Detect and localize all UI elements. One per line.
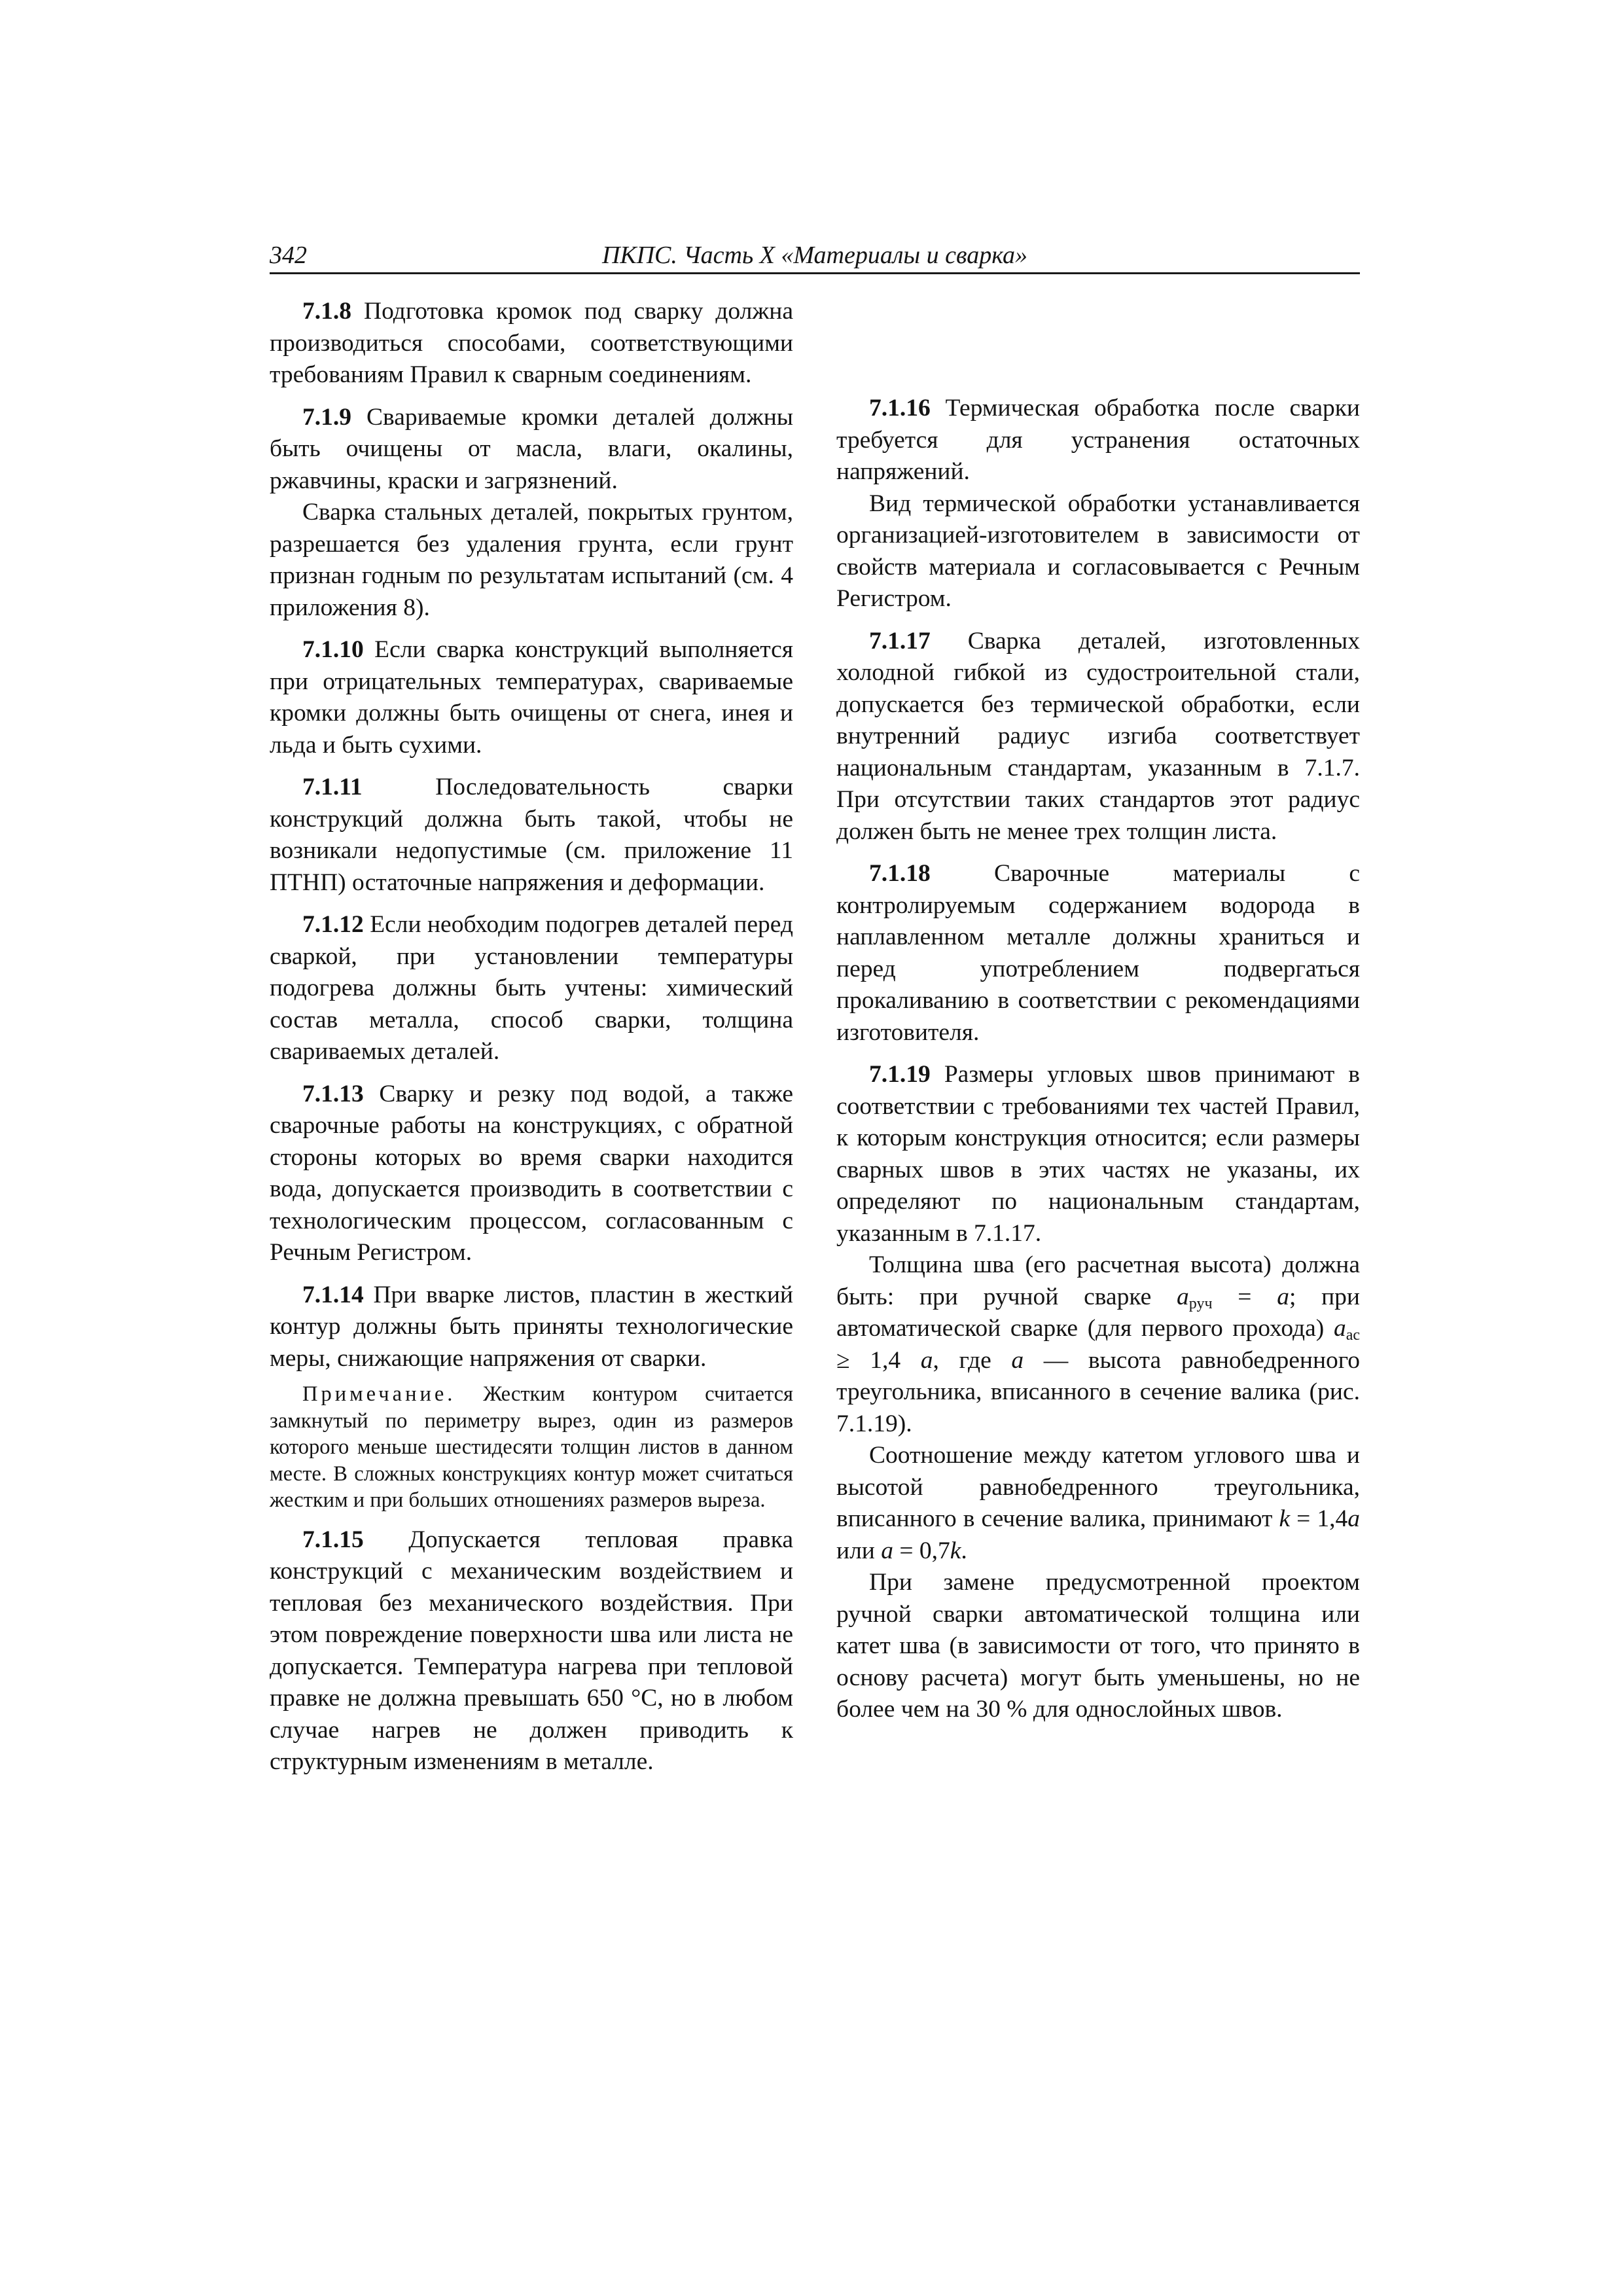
text-run: Толщина шва (его расчетная высота) должна быть: при ручной сварке [836,1251,1360,1310]
text-run: ≥ 1,4 [836,1346,921,1374]
section-text: Если сварка конструкций выполняется при отрицательных температурах, свариваемые кромки должны быть очищены от снега, инея и льда и быть сухими. [270,636,793,759]
section-text: Сварочные материалы с контролируемым содержанием водорода в наплавленном металле должны храниться и перед употреблением подвергаться прокаливанию в соответствии с рекомендациями изготовителя. [836,860,1360,1046]
paragraph: Сварка стальных деталей, покрытых грунтом, разрешается без удаления грунта, если грунт признан годным по результатам испытаний (см. 4 приложения 8). [270,499,793,621]
section-number: 7.1.19 [869,1061,931,1088]
section-7-1-17 [836,626,1360,848]
section-7-1-16 [836,393,1360,488]
section-text: При вварке листов, пластин в жесткий контур должны быть приняты технологические меры, снижающие напряжения от сварки. [270,1281,793,1372]
var-a: a [1347,1505,1360,1532]
section-number: 7.1.13 [302,1080,364,1107]
section-7-1-13 [270,1079,793,1269]
var-a: a [1277,1283,1289,1310]
section-text: Допускается тепловая правка конструкций с механическим воздействием и тепловая без механического воздействия. При этом повреждение поверхности шва или листа не допускается. Температура нагрева при тепловой правке не должна превышать 650 °С, но в любом случае нагрев не должен приводить к структурным изменениям в металле. [270,1526,793,1775]
section-text: Термическая обработка после сварки требуется для устранения остаточных напряжений. [836,395,1361,485]
text-run: = 1,4 [1290,1505,1348,1532]
text-run: = [1212,1283,1277,1310]
note-text: Жестким контуром считается замкнутый по периметру вырез, один из размеров которого меньше шестидесяти толщин листов в данном месте. В сложных конструкциях контур может считаться жестким и при больших отношениях размеров выреза. [270,1382,793,1512]
text-run: или [836,1537,882,1564]
section-number: 7.1.17 [869,627,931,655]
section-number: 7.1.11 [302,774,363,800]
note-label: Примечание. [302,1382,456,1406]
paragraph-replacement: При замене предусмотренной проектом ручной сварки автоматической толщина или катет шва (в зависимости от того, что принято в основу расчета) могут быть уменьшены, но не более чем на 30 % для однослойных швов. [836,1569,1360,1723]
text-run: . [961,1537,967,1564]
var-k: k [950,1537,961,1564]
section-text: Свариваемые кромки деталей должны быть очищены от масла, влаги, окалины, ржавчины, краски и загрязнений. [270,403,793,494]
var-a: a [1333,1315,1346,1342]
running-title: ПКПС. Часть X «Материалы и сварка» [601,242,1028,269]
section-number: 7.1.14 [302,1281,364,1308]
text-run: Соотношение между катетом углового шва и высотой равнобедренного треугольника, вписанного в сечение валика, принимают [836,1442,1360,1532]
section-number: 7.1.8 [302,298,351,325]
var-a: a [920,1346,933,1374]
section-number: 7.1.9 [302,403,351,431]
subscript: ас [1346,1327,1360,1344]
paragraph: Вид термической обработки устанавливается организацией-изготовителем в зависимости от свойств материала и согласовывается с Речным Регистром. [836,490,1360,612]
text-run: ; при автоматической сварке (для первого прохода) [836,1283,1360,1342]
text-run: , где [933,1346,1012,1374]
left-column [270,296,793,1778]
subscript: руч [1188,1295,1213,1312]
section-text: Размеры угловых швов принимают в соответствии с требованиями тех частей Правил, к которым конструкция относится; если размеры сварных швов в этих частях не указаны, их определяют по национальным стандартам, указанным в 7.1.17. [836,1061,1361,1247]
section-text: Подготовка кромок под сварку должна производиться способами, соответствующими требованиям Правил к сварным соединениям. [270,298,794,388]
section-7-1-19 [836,1059,1360,1249]
paragraph-ratio [836,1440,1360,1567]
paragraph-weld-thickness [836,1249,1360,1440]
right-column [836,296,1360,1726]
section-7-1-9 [270,402,793,497]
section-text: Последовательность сварки конструкций должна быть такой, чтобы не возникали недопустимые (см. приложение 11 ПТНП) остаточные напряжения и деформации. [270,774,794,896]
running-header [270,241,1360,274]
section-7-1-15 [270,1524,793,1778]
section-7-1-18 [836,858,1360,1049]
section-number: 7.1.18 [869,860,931,887]
section-7-1-14 [270,1280,793,1375]
section-7-1-10 [270,634,793,761]
section-text: Сварку и резку под водой, а также сварочные работы на конструкциях, с обратной стороны которых во время сварки находится вода, допускается производить в соответствии с технологическим процессом, согласованным с Речным Регистром. [270,1080,794,1266]
text-run: — высота равнобедренного треугольника, вписанного в сечение валика (рис. 7.1.19). [836,1346,1360,1437]
note [270,1381,793,1514]
section-number: 7.1.12 [302,911,364,938]
section-7-1-8 [270,296,793,391]
section-number: 7.1.15 [302,1526,364,1553]
var-k: k [1279,1505,1291,1532]
section-text: Если необходим подогрев деталей перед сваркой, при установлении температуры подогрева должны быть учтены: химический состав металла, способ сварки, толщина свариваемых деталей. [270,911,794,1065]
section-text: Сварка деталей, изготовленных холодной гибкой из судостроительной стали, допускается без термической обработки, если внутренний радиус изгиба соответствует национальным стандартам, указанным в 7.1.7. При отсутствии таких стандартов этот радиус должен быть не менее трех толщин листа. [836,627,1361,845]
var-a: a [881,1537,893,1564]
section-number: 7.1.10 [302,636,364,663]
var-a: a [1011,1346,1024,1374]
section-7-1-11 [270,772,793,899]
var-a: a [1177,1283,1189,1310]
text-run: = 0,7 [893,1537,950,1564]
section-7-1-12 [270,909,793,1068]
page-number: 342 [270,242,307,269]
section-number: 7.1.16 [869,395,931,422]
